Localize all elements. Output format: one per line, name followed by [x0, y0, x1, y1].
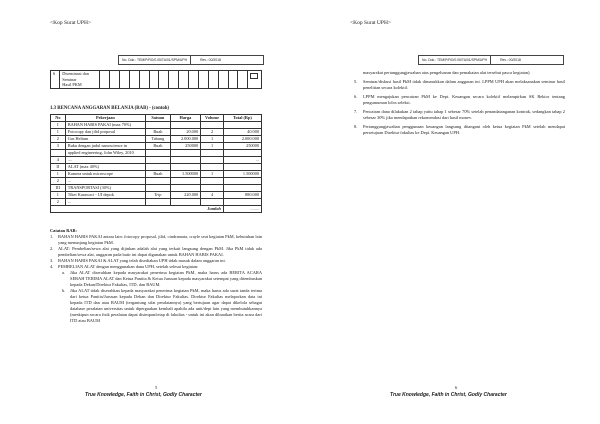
note-sub-text: Jika ALAT tidak diserahkan kepada masyarakat penerima kegiatan PkM, maka harus ada surat tanda terima dari ketua Panitia/Jurusan kepada Dekan dan Direktur Fakultas. Direktur Fakultas melaporkan data ini kepada ITD dan atau BAUM (tergantung sifat peralatannya) yang bertujuan agar dapat dikelola sebagai database peralatan universitas untuk diperguakan kembali apabila ada unit/dept lain yang membutuhkannya (meskipun secara fisik peralatan dapat disimpan/tetap di fakultas - untuk ini akan dibuatkan berita acara dari ITD atau BAUM [70, 288, 262, 323]
rab-cell-no: 2 [51, 136, 66, 143]
rab-cell-volume: 2 [201, 129, 224, 136]
rab-cell-no: 1 [51, 171, 66, 178]
rab-row [51, 199, 262, 206]
rab-cell-volume [201, 185, 224, 192]
rab-cell-total: 1.500000 [223, 171, 261, 178]
note-text: ALAT: Pembelian/sewa alat yang dijinkan adalah alat yang terkait langsung dengan PkM. Jika PkM tidak ada pembelian/sewa alat, anggaran pada butir ini dapat digunakan untuk BAHAN HABIS PAKAI. [58, 246, 262, 257]
rab-cell-volume [201, 150, 224, 157]
rab-cell-no: 1 [51, 192, 66, 199]
rab-cell-harga [170, 157, 200, 164]
note-text: Pertanggungjawaban penggunaan keuangan langsung ditangani oleh ketua kegiatan PkM setelah mendapat persetujuan Direktur fakultas ke Dept. Keuangan UPH. [363, 124, 565, 135]
rab-row [51, 129, 262, 136]
rab-cell-harga: 1.500000 [170, 171, 200, 178]
rab-cell-pekerjaan: Tiket Karawaci - UI depok [65, 192, 145, 199]
rab-cell-volume [201, 157, 224, 164]
rab-cell-total: 250000 [223, 143, 261, 150]
rab-cell-harga: 2.000.000 [170, 136, 200, 143]
note-item [50, 234, 262, 246]
note-number: 2. [50, 246, 54, 251]
rab-cell-harga [170, 150, 200, 157]
col-total: Total (Rp) [223, 115, 261, 122]
rab-cell-total: ... [223, 157, 261, 164]
rab-cell-harga: 220.000 [170, 192, 200, 199]
note-item [354, 94, 565, 106]
note-item [354, 79, 565, 91]
notes-title: Catatan RAB: [50, 228, 77, 233]
doc-number-box [418, 55, 564, 65]
note-number: 8. [354, 124, 358, 129]
rab-row [51, 185, 262, 192]
doc-number-box [118, 55, 264, 65]
rab-cell-pekerjaan: Kamera untuk microscope [65, 171, 145, 178]
rab-heading: 1.3 RENCANA ANGGARAN BELANJA (RAB) - (contoh) [50, 106, 169, 111]
note-number: 4. [50, 264, 54, 269]
rab-cell-volume: 1 [201, 136, 224, 143]
rab-row [51, 192, 262, 199]
rab-cell-satuan [146, 122, 171, 129]
rab-row [51, 150, 262, 157]
rab-cell-pekerjaan: Gas Helium [65, 136, 145, 143]
schedule-row-no: 6 [51, 71, 60, 89]
col-no: No [51, 115, 66, 122]
rab-cell-satuan [146, 185, 171, 192]
rab-cell-total [223, 199, 261, 206]
rab-cell-pekerjaan: ... [65, 178, 145, 185]
rab-cell-no: 1 [51, 129, 66, 136]
note-subitem [62, 270, 262, 288]
rab-cell-total: 40.000 [223, 129, 261, 136]
note-item [354, 109, 565, 121]
page-number-right: 6 [455, 385, 458, 390]
note-subitem [62, 288, 262, 324]
col-harga: Harga [170, 115, 200, 122]
rab-cell-volume [201, 122, 224, 129]
rab-cell-satuan [146, 199, 171, 206]
note-text: LPPM mengajukan pencairan PkM ke Dept. Keuangan secara kolektif melampirkan SK Rektor tentang pengumuman lolos seleksi. [363, 94, 565, 105]
note-sub-letter: a. [62, 270, 66, 275]
rab-total-row [51, 206, 262, 213]
note-number: 3. [50, 258, 54, 263]
note-text: BAHAN HABIS PAKAI & ALAT yang telah disediakan UPH tidak masuk dalam anggaran ini. [58, 258, 226, 263]
page-number-left: 5 [155, 385, 158, 390]
rab-row [51, 136, 262, 143]
rab-cell-pekerjaan: applied engineering, John Wiley, 2010 [65, 150, 145, 157]
kop-surat: <Kop Surat UPH> [350, 20, 392, 26]
rab-cell-satuan [146, 150, 171, 157]
note-text: BAHAN HABIS PAKAI antara lain: fotocopy proposal, jilid, cindramata, crayle seat kegiatan PkM, kebutuhan lain yang menunjang kegiatan PkM. [58, 234, 262, 245]
rab-row [51, 164, 262, 171]
rab-cell-total [223, 122, 261, 129]
rab-row [51, 157, 262, 164]
rab-cell-satuan: Buah [146, 129, 171, 136]
rab-cell-harga [170, 122, 200, 129]
footer-motto-right: True Knowledge, Faith in Christ, Godly Character [390, 392, 507, 398]
rab-cell-no: I [51, 122, 66, 129]
rab-notes-continued [350, 70, 565, 137]
doc-revision: Rev.: 00/2018 [500, 58, 521, 62]
rab-cell-harga: 250000 [170, 143, 200, 150]
rab-row [51, 178, 262, 185]
note-sub-text: Jika ALAT diserahkan kepada masyarakat penerima kegiatan PkM, maka harus ada BERITA ACARA SERAH TERIMA ALAT dan Ketua Panitia & Ketua Jurusan kepada masyarakat setempat yang ditembuskan kepada Dekan/Direktur Fakultas, ITD, dan BAUM. [70, 270, 262, 287]
rab-cell-pekerjaan: ALAT (max 40%) [65, 164, 145, 171]
note-text: Pencairan dana dilakukan 2 tahap yaitu tahap 1 sebesar 70% setelah penandatanganan kontrak, sedangkan tahap 2 sebesar 30% jika mendapatkan rekomendasi dari hasil monev. [363, 109, 565, 120]
rab-cell-no: 2 [51, 199, 66, 206]
rab-cell-pekerjaan: Fotocopy dan jilid proposal [65, 129, 145, 136]
rab-row [51, 171, 262, 178]
rab-cell-satuan: Trip [146, 192, 171, 199]
note-number: 7. [354, 109, 358, 114]
doc-revision: Rev.: 00/2018 [200, 58, 221, 62]
rab-cell-satuan: Tabung [146, 136, 171, 143]
footer-motto-left: True Knowledge, Faith in Christ, Godly Character [85, 392, 202, 398]
rab-cell-no: 2 [51, 178, 66, 185]
rab-cell-volume: 1 [201, 143, 224, 150]
rab-cell-total: 2.000.000 [223, 136, 261, 143]
note-continuation: masyarakat pertanggungjawaban atas pengeluaran dan pemakaian alat tersebut pasca kegiatan). [363, 70, 531, 75]
doc-number: No. Dok.: TEM/P/RO/0.05/TA/01/SPM/UPH [422, 58, 488, 62]
schedule-row-label: Diseminasi dan Seminar Hasil PKM [60, 71, 100, 89]
jumlah-value: ........ [223, 206, 261, 213]
rab-cell-satuan [146, 178, 171, 185]
rab-cell-no: 4 [51, 157, 66, 164]
rab-cell-no: II [51, 164, 66, 171]
rab-row [51, 143, 262, 150]
col-pekerjaan: Pekerjaan [65, 115, 145, 122]
rab-notes [50, 228, 262, 324]
rab-cell-no [51, 150, 66, 157]
rab-cell-harga: 20.000 [170, 129, 200, 136]
page-right [300, 0, 600, 424]
col-satuan: Satuan [146, 115, 171, 122]
note-number: 1. [50, 234, 54, 239]
rab-cell-total: 880.000 [223, 192, 261, 199]
rab-cell-satuan: Buah [146, 143, 171, 150]
rab-cell-total [223, 150, 261, 157]
rab-cell-pekerjaan: BAHAN HABIS PAKAI (max 70%) [65, 122, 145, 129]
rab-cell-volume: 4 [201, 192, 224, 199]
rab-header-row [51, 115, 262, 122]
note-item [354, 124, 565, 136]
rab-cell-pekerjaan: Buku dengan judul nanoscience in [65, 143, 145, 150]
rab-cell-no: III [51, 185, 66, 192]
rab-row [51, 122, 262, 129]
rab-cell-total [223, 185, 261, 192]
rab-cell-total [223, 178, 261, 185]
rab-table [50, 114, 262, 213]
note-text: Seminar/diskusi hasil PkM tidak dimasukkan dalam anggaran ini. LPPM UPH akan melaksanakan seminar hasil penelitian secara kolektif. [363, 79, 565, 90]
doc-number: No. Dok.: TEM/P/RO/0.05/TA/01/SPM/UPH [122, 58, 188, 62]
note-text: PEMBELIAN ALAT dengan menggunakan dana UPH, setelah selesai kegiatan: [58, 264, 199, 269]
rab-cell-volume [201, 164, 224, 171]
rab-cell-harga [170, 185, 200, 192]
rab-cell-pekerjaan: TRANSPORTASI (30%) [65, 185, 145, 192]
rab-cell-volume [201, 199, 224, 206]
rab-cell-satuan: Buah [146, 171, 171, 178]
schedule-check-icon [248, 71, 262, 89]
rab-cell-volume [201, 178, 224, 185]
jumlah-label: Jumlah [51, 206, 224, 213]
note-number: 6. [354, 94, 358, 99]
note-sub-letter: b. [62, 288, 66, 293]
rab-cell-harga [170, 164, 200, 171]
note-item [50, 246, 262, 258]
rab-cell-no: 3 [51, 143, 66, 150]
rab-cell-satuan [146, 164, 171, 171]
rab-cell-volume: 1 [201, 171, 224, 178]
rab-cell-total [223, 164, 261, 171]
schedule-table-tail [50, 70, 262, 89]
rab-cell-pekerjaan: ... [65, 199, 145, 206]
note-number: 5. [354, 79, 358, 84]
rab-cell-satuan [146, 157, 171, 164]
rab-cell-pekerjaan: .... [65, 157, 145, 164]
col-volume: Volume [201, 115, 224, 122]
rab-cell-harga [170, 199, 200, 206]
rab-cell-harga [170, 178, 200, 185]
kop-surat: <Kop Surat UPH> [50, 20, 92, 26]
